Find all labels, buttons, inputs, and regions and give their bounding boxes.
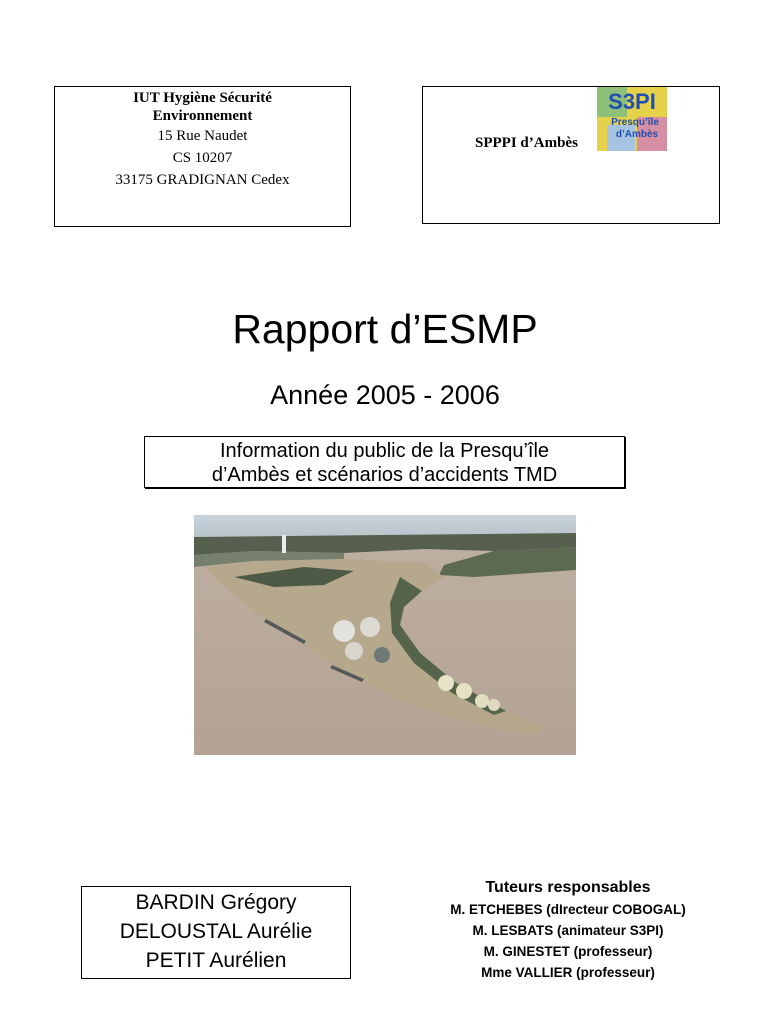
tutor-4: Mme VALLIER (professeur) xyxy=(481,965,655,980)
logo-line2: d’Ambès xyxy=(615,129,659,140)
institution-address-street: 15 Rue Naudet xyxy=(157,128,248,144)
report-title: Rapport d’ESMP xyxy=(232,306,538,352)
tutor-1: M. ETCHEBES (dIrecteur COBOGAL) xyxy=(450,902,686,917)
tutors-heading: Tuteurs responsables xyxy=(485,879,651,896)
institution-address-city: 33175 GRADIGNAN Cedex xyxy=(115,172,290,188)
report-subtitle-line1: Information du public de la Presqu’île xyxy=(219,440,550,462)
s3pi-logo xyxy=(597,87,667,151)
author-3: PETIT Aurélien xyxy=(145,949,287,972)
partner-name: SPPPI d’Ambès xyxy=(475,135,578,151)
aerial-photo xyxy=(194,515,576,755)
logo-big-text: S3PI xyxy=(608,89,656,114)
institution-box xyxy=(54,86,351,227)
author-2: DELOUSTAL Aurélie xyxy=(119,920,313,943)
institution-name-line2: Environnement xyxy=(152,108,253,124)
tutors-block xyxy=(418,877,718,983)
report-subtitle-box xyxy=(144,436,625,488)
institution-name-line1: IUT Hygiène Sécurité xyxy=(133,90,272,106)
report-year: Année 2005 - 2006 xyxy=(270,380,500,410)
tutor-3: M. GINESTET (professeur) xyxy=(483,944,653,959)
tutor-2: M. LESBATS (animateur S3PI) xyxy=(472,923,664,938)
partner-box xyxy=(422,86,720,224)
author-1: BARDIN Grégory xyxy=(135,891,297,914)
authors-box xyxy=(81,886,351,979)
logo-line1: Presqu’île xyxy=(611,117,659,128)
institution-address-cs: CS 10207 xyxy=(172,150,233,166)
report-subtitle-line2: d’Ambès et scénarios d’accidents TMD xyxy=(211,464,558,486)
